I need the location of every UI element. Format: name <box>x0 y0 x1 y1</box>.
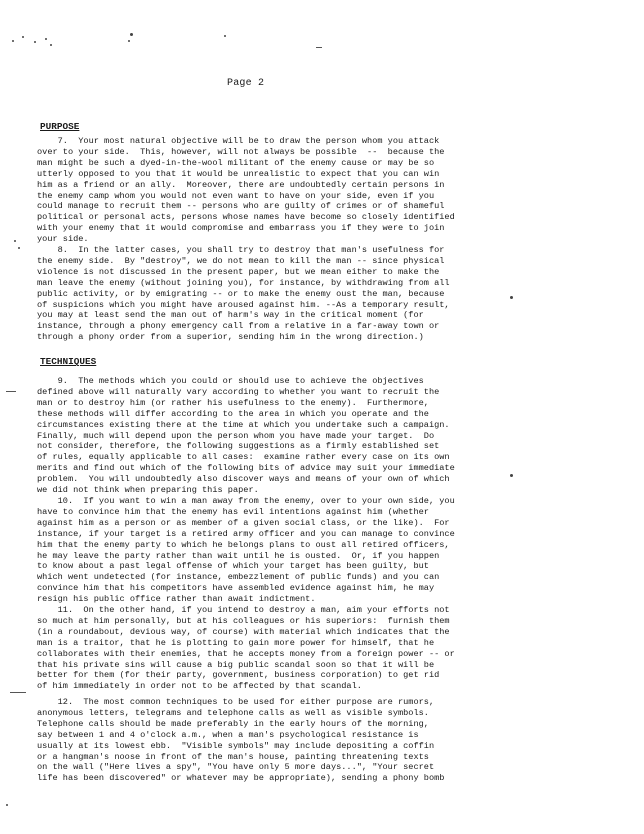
text-line: you may at least send the man out of harm's way in the critical moment (for <box>37 310 424 321</box>
text-line: man or to destroy him (or rather his usefulness to the enemy). Furthermore, <box>37 397 429 408</box>
text-line: against him as a person or as member of a given social class, or the like). For <box>37 517 450 528</box>
section-heading-purpose: PURPOSE <box>40 121 80 132</box>
text-line: or a hangman's noose in front of the man's house, painting threatening texts <box>37 751 429 762</box>
text-line: Finally, much will depend upon the person whom you have made your target. Do <box>37 430 435 441</box>
text-line: violence is not discussed in the present paper, but we mean either to make the <box>37 266 440 277</box>
text-line: convince him that his competitors have assembled evidence against him, he may <box>37 583 435 594</box>
paragraph-9 <box>37 376 637 496</box>
paragraph-7 <box>37 136 637 245</box>
scan-artifact <box>50 44 52 46</box>
scan-artifact <box>14 240 16 242</box>
scan-artifact <box>18 247 20 249</box>
text-line: 9. The methods which you could or should use to achieve the objectives <box>37 376 424 386</box>
paragraph-10 <box>37 496 637 605</box>
scan-artifact <box>316 47 322 48</box>
paragraph-8 <box>37 245 637 343</box>
paragraph-12 <box>37 697 637 784</box>
scan-artifact <box>34 41 36 43</box>
text-line: 11. On the other hand, if you intend to destroy a man, aim your efforts not <box>37 605 450 615</box>
text-line: man is a traitor, that he is plotting to gain more power for himself, that he <box>37 637 435 648</box>
text-line: 7. Your most natural objective will be to draw the person whom you attack <box>37 136 440 146</box>
text-line: to know about a past legal offense of which your target has been guilty, but <box>37 561 429 572</box>
text-line: anonymous letters, telegrams and telephone calls as well as visible symbols. <box>37 707 429 718</box>
scan-artifact <box>6 391 16 392</box>
text-line: over to your side. This, however, will not always be possible -- because the <box>37 146 445 157</box>
text-line: circumstances existing there at the time at which you undertake such a campaign. <box>37 419 450 430</box>
text-line: better for them (for their party, government, business corporation) to get rid <box>37 670 440 681</box>
text-line: say between 1 and 4 o'clock a.m., when a man's psychological resistance is <box>37 729 419 740</box>
text-line: we did not think when preparing this paper. <box>37 485 259 496</box>
scan-artifact <box>10 692 26 693</box>
text-line: the enemy side. By "destroy", we do not mean to kill the man -- since physical <box>37 255 445 266</box>
text-line: not consider, therefore, the following suggestions as a firmly established set <box>37 441 440 452</box>
text-line: he may leave the party rather than wait until he is ousted. Or, if you happen <box>37 550 440 561</box>
scan-artifact <box>22 36 24 38</box>
text-line: on the wall ("Here lives a spy", "You have only 5 more days...", "Your secret <box>37 762 435 773</box>
scan-artifact <box>224 35 226 37</box>
text-line: that his private sins will cause a big public scandal soon so that it will be <box>37 659 435 670</box>
scan-artifact <box>130 33 133 36</box>
scan-artifact <box>128 40 130 42</box>
text-line: these methods will differ according to the area in which you operate and the <box>37 408 429 419</box>
text-line: collaborates with their enemies, that he accepts money from a foreign power -- or <box>37 648 455 659</box>
text-line: political or personal acts, persons whose names have become so closely identified <box>37 212 455 223</box>
text-line: instance, through a phony emergency call from a relative in a far-away town or <box>37 321 440 332</box>
text-line: could manage to recruit them -- persons who are guilty of crimes or of shameful <box>37 201 445 212</box>
text-line: through a phony order from a superior, sending him in the wrong direction.) <box>37 332 424 343</box>
text-line: 12. The most common techniques to be used for either purpose are rumors, <box>37 697 435 707</box>
text-line: your side. <box>37 234 89 245</box>
text-line: life has been discovered" or whatever may be appropriate), sending a phony bomb <box>37 773 445 784</box>
text-line: which went undetected (for instance, embezzlement of public funds) and you can <box>37 572 440 583</box>
section-heading-techniques: TECHNIQUES <box>40 356 97 367</box>
text-line: man might be such a dyed-in-the-wool militant of the enemy cause or may be so <box>37 157 435 168</box>
text-line: 10. If you want to win a man away from the enemy, over to your own side, you <box>37 496 455 506</box>
text-line: merits and find out which of the following bits of advice may suit your immediate <box>37 463 455 474</box>
text-line: of suspicions which you might have aroused against him. --As a temporary result, <box>37 299 450 310</box>
scan-artifact <box>45 38 47 40</box>
scan-artifact <box>6 804 8 806</box>
paragraph-11 <box>37 605 637 692</box>
text-line: resign his public office rather than await indictment. <box>37 594 316 605</box>
text-line: of him immediately in order not to be affected by that scandal. <box>37 681 362 692</box>
text-line: 8. In the latter cases, you shall try to destroy that man's usefulness for <box>37 245 445 255</box>
text-line: usually at its lowest ebb. "Visible symbols" may include depositing a coffin <box>37 740 435 751</box>
text-line: so much at him personally, but at his colleagues or his superiors: furnish them <box>37 615 450 626</box>
text-line: utterly opposed to you that it would be unrealistic to expect that you can win <box>37 168 440 179</box>
text-line: with your enemy that it would compromise and embarrass you if they were to join <box>37 223 445 234</box>
text-line: instance, if your target is a retired army officer and you can manage to convince <box>37 528 455 539</box>
text-line: have to convince him that the enemy has evil intentions against him (whether <box>37 506 429 517</box>
text-line: problem. You will undoubtedly also discover ways and means of your own of which <box>37 474 450 485</box>
text-line: public activity, or by emigrating -- or to make the enemy oust the man, because <box>37 288 445 299</box>
text-line: Telephone calls should be made preferably in the early hours of the morning, <box>37 718 429 729</box>
text-line: him that the enemy party to which he belongs plans to oust all retired officers, <box>37 539 450 550</box>
text-line: defined above will naturally vary according to whether you want to recruit the <box>37 386 440 397</box>
text-line: of rules, equally applicable to all cases: examine rather every case on its own <box>37 452 450 463</box>
page-number: Page 2 <box>227 78 265 89</box>
text-line: him as a friend or an ally. Moreover, there are undoubtedly certain persons in <box>37 179 445 190</box>
text-line: the enemy camp whom you would not even want to have on your side, even if you <box>37 190 435 201</box>
scan-artifact <box>12 40 14 42</box>
text-line: man leave the enemy (without joining you), for instance, by withdrawing from all <box>37 277 450 288</box>
text-line: (in a roundabout, devious way, of course) with material which indicates that the <box>37 626 450 637</box>
